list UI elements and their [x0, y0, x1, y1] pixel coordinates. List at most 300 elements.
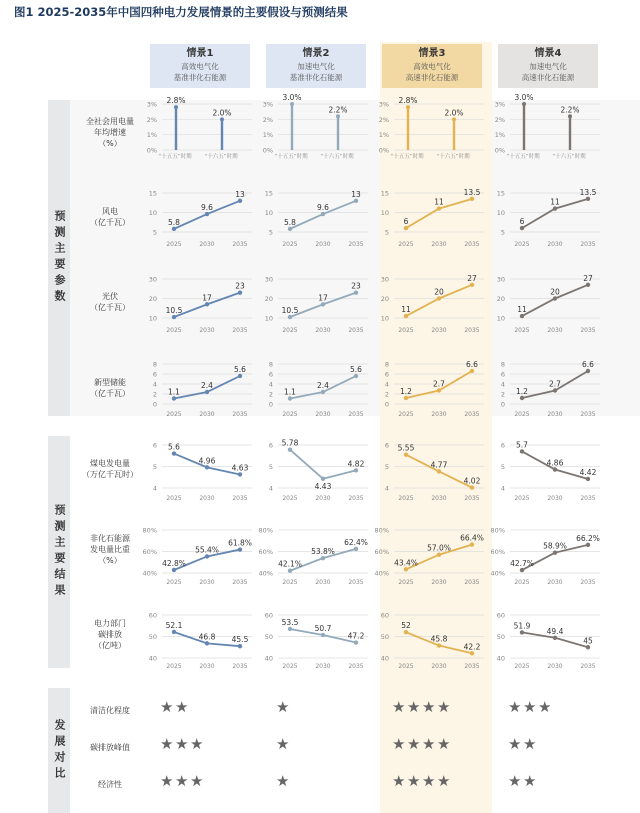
y-tick-label-r0-c3-0: 3%: [494, 100, 505, 109]
x-tick-label-r3-c2-0: 2025: [398, 411, 414, 418]
data-point-r4-c3-1: [553, 467, 557, 471]
row-label-carbon-emission: 电力部门 碳排放 （亿吨）: [94, 619, 126, 650]
y-tick-label-r1-c1-1: 10: [264, 209, 273, 217]
data-point-r2-c0-1: [205, 302, 209, 306]
y-tick-label-r6-c3-1: 50: [496, 633, 505, 641]
y-tick-label-r2-c3-2: 10: [496, 314, 505, 323]
scenario3-desc1: 高效电气化: [413, 62, 451, 71]
y-tick-label-r1-c0-2: 5: [152, 228, 157, 237]
data-value-label-r3-c3-0: 1.2: [516, 387, 528, 396]
y-tick-label-r1-c2-1: 10: [380, 209, 389, 217]
x-tick-label-r4-c0-0: 2025: [166, 495, 182, 502]
x-tick-label-r3-c0-0: 2025: [166, 411, 182, 418]
growth-value-label-r0-c1-1: 2.2%: [328, 105, 348, 115]
x-tick-label-r3-c3-0: 2025: [514, 411, 530, 418]
y-tick-label-r4-c3-2: 4: [500, 484, 505, 493]
growth-value-label-r0-c1-0: 3.0%: [282, 93, 302, 102]
y-tick-label-r6-c0-0: 60: [148, 611, 157, 620]
data-value-label-r2-c3-1: 20: [550, 287, 560, 297]
y-tick-label-r1-c0-1: 10: [148, 209, 157, 217]
data-value-label-r4-c3-0: 5.7: [516, 440, 528, 450]
rating-star-s3-r0-2: ★: [422, 698, 436, 716]
y-tick-label-r0-c1-1: 2%: [262, 115, 273, 124]
data-value-label-r4-c2-2: 4.02: [463, 476, 481, 486]
data-point-r6-c1-2: [354, 640, 358, 644]
x-tick-label-r3-c1-0: 2025: [282, 411, 298, 418]
growth-value-label-r0-c3-1: 2.2%: [560, 105, 580, 115]
rating-star-s2-r2-0: ★: [276, 772, 290, 790]
data-point-r2-c0-0: [172, 315, 176, 319]
data-value-label-r4-c1-2: 4.82: [347, 459, 365, 469]
growth-value-label-r0-c0-0: 2.8%: [166, 96, 186, 106]
x-tick-label-r3-c2-1: 2030: [431, 411, 447, 418]
y-tick-label-r5-c3-1: 60%: [490, 548, 505, 556]
x-tick-label-r6-c1-0: 2025: [282, 663, 298, 670]
y-tick-label-r5-c1-0: 80%: [258, 526, 273, 535]
x-tick-label-r3-c3-1: 2030: [547, 411, 563, 418]
data-point-r4-c3-0: [520, 449, 524, 453]
y-tick-label-r0-c3-1: 2%: [494, 115, 505, 124]
y-tick-label-r2-c2-0: 30: [380, 275, 389, 284]
data-value-label-r1-c0-2: 13: [235, 189, 245, 199]
x-tick-label-r3-c0-2: 2035: [232, 411, 248, 418]
data-point-r1-c0-2: [238, 199, 242, 203]
y-tick-label-r2-c3-0: 30: [496, 275, 505, 284]
data-value-label-r2-c1-0: 10.5: [281, 306, 299, 316]
data-point-r2-c2-0: [404, 314, 408, 318]
x-tick-label-r4-c0-2: 2035: [232, 495, 248, 502]
y-tick-label-r3-c0-2: 4: [152, 380, 157, 389]
x-tick-label-r4-c1-1: 2030: [315, 495, 331, 502]
row-label-wind: 风电 （亿千瓦）: [90, 207, 130, 227]
data-value-label-r1-c3-0: 6: [519, 217, 525, 227]
data-point-r5-c3-1: [553, 550, 557, 554]
data-point-r5-c1-0: [288, 569, 292, 573]
y-tick-label-r4-c1-0: 6: [268, 441, 273, 450]
y-tick-label-r6-c1-1: 50: [264, 633, 273, 641]
rating-star-s4-r2-1: ★: [523, 772, 537, 790]
x-tick-label-r1-c1-2: 2035: [348, 241, 364, 248]
x-tick-label-r0-c0-0: “十五五”时期: [158, 154, 192, 160]
data-value-label-r6-c3-2: 45: [583, 636, 593, 646]
y-tick-label-r0-c1-0: 3%: [262, 100, 273, 109]
x-tick-label-r6-c3-2: 2035: [580, 663, 596, 670]
y-tick-label-r4-c1-1: 5: [268, 463, 273, 471]
x-tick-label-r0-c2-0: “十五五”时期: [390, 154, 424, 160]
x-tick-label-r1-c2-2: 2035: [464, 241, 480, 248]
data-value-label-r1-c0-0: 5.8: [168, 217, 180, 227]
row-label-electricity-growth: 全社会用电量 年均增速 （%）: [86, 117, 134, 148]
rating-star-s4-r1-0: ★: [508, 735, 522, 753]
data-point-r6-c3-0: [520, 630, 524, 634]
x-tick-label-r3-c2-2: 2035: [464, 411, 480, 418]
x-tick-label-r6-c0-1: 2030: [199, 663, 215, 670]
y-tick-label-r2-c1-2: 10: [264, 314, 273, 323]
data-point-r1-c1-1: [321, 212, 325, 216]
x-tick-label-r1-c3-0: 2025: [514, 241, 530, 248]
data-value-label-r2-c3-0: 11: [517, 305, 527, 315]
data-point-r4-c3-2: [586, 477, 590, 481]
data-value-label-r2-c0-1: 17: [202, 293, 212, 303]
growth-point-r0-c1-0: [290, 102, 294, 106]
x-tick-label-r2-c1-0: 2025: [282, 327, 298, 334]
data-value-label-r4-c0-0: 5.6: [168, 442, 180, 452]
y-tick-label-r3-c0-1: 6: [152, 370, 157, 379]
x-tick-label-r1-c0-2: 2035: [232, 241, 248, 248]
y-tick-label-r0-c3-3: 0%: [494, 146, 505, 155]
x-tick-label-r6-c0-2: 2035: [232, 663, 248, 670]
data-point-r3-c3-0: [520, 396, 524, 400]
x-tick-label-r2-c1-2: 2035: [348, 327, 364, 334]
x-tick-label-r3-c3-2: 2035: [580, 411, 596, 418]
y-tick-label-r4-c0-0: 6: [152, 441, 157, 450]
data-point-r1-c0-0: [172, 227, 176, 231]
data-value-label-r5-c1-1: 53.8%: [311, 547, 335, 557]
data-value-label-r5-c1-0: 42.1%: [278, 559, 302, 569]
x-tick-label-r4-c2-2: 2035: [464, 495, 480, 502]
data-value-label-r6-c2-2: 42.2: [463, 642, 481, 652]
growth-point-r0-c2-0: [406, 105, 410, 109]
y-tick-label-r5-c2-2: 40%: [374, 569, 389, 578]
y-tick-label-r6-c3-2: 40: [496, 654, 505, 663]
x-tick-label-r1-c1-0: 2025: [282, 241, 298, 248]
data-point-r1-c1-2: [354, 199, 358, 203]
figure-title: 图1 2025-2035年中国四种电力发展情景的主要假设与预测结果: [14, 5, 348, 19]
y-tick-label-r5-c3-2: 40%: [490, 569, 505, 578]
data-value-label-r3-c1-2: 5.6: [350, 365, 362, 374]
y-tick-label-r2-c0-2: 10: [148, 314, 157, 323]
y-tick-label-r3-c2-4: 0: [384, 400, 389, 409]
data-point-r4-c2-2: [470, 485, 474, 489]
data-value-label-r4-c3-2: 4.42: [579, 467, 597, 477]
y-tick-label-r0-c2-1: 2%: [378, 115, 389, 124]
x-tick-label-r6-c2-0: 2025: [398, 663, 414, 670]
data-value-label-r6-c0-1: 46.8: [198, 632, 216, 642]
data-point-r1-c3-1: [553, 206, 557, 210]
x-tick-label-r5-c1-1: 2030: [315, 579, 331, 586]
x-tick-label-r2-c0-0: 2025: [166, 327, 182, 334]
x-tick-label-r5-c1-2: 2035: [348, 579, 364, 586]
data-value-label-r1-c1-1: 9.6: [317, 203, 329, 213]
y-tick-label-r0-c0-3: 0%: [146, 146, 157, 155]
y-tick-label-r0-c0-0: 3%: [146, 100, 157, 109]
data-value-label-r3-c3-1: 2.7: [549, 379, 561, 389]
compare-side-label: 发展对比: [48, 688, 70, 813]
y-tick-label-r5-c1-2: 40%: [258, 569, 273, 578]
x-tick-label-r3-c1-1: 2030: [315, 411, 331, 418]
growth-point-r0-c2-1: [452, 117, 456, 121]
data-value-label-r1-c3-2: 13.5: [579, 187, 597, 197]
data-point-r2-c2-2: [470, 283, 474, 287]
data-value-label-r4-c2-0: 5.55: [397, 443, 415, 453]
rating-star-s3-r1-2: ★: [422, 735, 436, 753]
y-tick-label-r0-c1-2: 1%: [262, 131, 273, 140]
y-tick-label-r6-c2-2: 40: [380, 654, 389, 663]
scenario1-name: 情景1: [186, 48, 214, 59]
row-label-nonfossil-share: 非化石能源 发电量比重 （%）: [90, 534, 130, 565]
x-tick-label-r2-c2-2: 2035: [464, 327, 480, 334]
rating-star-s2-r1-0: ★: [276, 735, 290, 753]
data-value-label-r1-c2-1: 11: [434, 197, 444, 207]
x-tick-label-r6-c2-2: 2035: [464, 663, 480, 670]
data-value-label-r6-c3-1: 49.4: [546, 626, 564, 636]
y-tick-label-r3-c3-0: 8: [500, 360, 505, 369]
rating-star-s3-r0-0: ★: [392, 698, 406, 716]
data-point-r2-c3-1: [553, 296, 557, 300]
y-tick-label-r5-c2-1: 60%: [374, 548, 389, 556]
data-point-r6-c2-1: [437, 643, 441, 647]
rating-star-s3-r0-1: ★: [407, 698, 421, 716]
y-tick-label-r5-c3-0: 80%: [490, 526, 505, 535]
data-value-label-r5-c3-1: 58.9%: [543, 541, 567, 551]
data-value-label-r1-c1-0: 5.8: [284, 217, 296, 227]
rating-star-s1-r2-1: ★: [175, 772, 189, 790]
data-point-r3-c0-1: [205, 390, 209, 394]
data-value-label-r5-c2-0: 43.4%: [394, 558, 418, 568]
scenario4-name: 情景4: [534, 48, 562, 59]
row-label-solar: 光伏 （亿千瓦）: [90, 292, 130, 312]
data-point-r1-c3-2: [586, 197, 590, 201]
y-tick-label-r2-c1-1: 20: [264, 295, 273, 303]
x-tick-label-r2-c0-1: 2030: [199, 327, 215, 334]
y-tick-label-r5-c2-0: 80%: [374, 526, 389, 535]
y-tick-label-r2-c2-1: 20: [380, 295, 389, 303]
params-side-label: 预测主要参数: [48, 100, 70, 416]
data-point-r5-c3-0: [520, 568, 524, 572]
data-value-label-r6-c0-0: 52.1: [165, 620, 183, 630]
data-value-label-r6-c2-1: 45.8: [430, 634, 448, 644]
rating-star-s1-r2-2: ★: [190, 772, 204, 790]
data-value-label-r3-c1-1: 2.4: [317, 381, 329, 390]
y-tick-label-r0-c2-0: 3%: [378, 100, 389, 109]
y-tick-label-r6-c3-0: 60: [496, 611, 505, 620]
y-tick-label-r2-c3-1: 20: [496, 295, 505, 303]
y-tick-label-r1-c0-0: 15: [148, 189, 157, 198]
x-tick-label-r0-c3-1: “十六五”时期: [552, 154, 586, 160]
x-tick-label-r2-c3-2: 2035: [580, 327, 596, 334]
y-tick-label-r1-c3-0: 15: [496, 189, 505, 198]
y-tick-label-r6-c1-2: 40: [264, 654, 273, 663]
data-point-r4-c2-0: [404, 452, 408, 456]
y-tick-label-r3-c1-1: 6: [268, 370, 273, 379]
data-value-label-r3-c0-1: 2.4: [201, 381, 213, 390]
growth-point-r0-c0-1: [220, 117, 224, 121]
data-value-label-r2-c0-0: 10.5: [165, 306, 183, 316]
data-point-r1-c2-1: [437, 206, 441, 210]
data-value-label-r6-c1-1: 50.7: [314, 623, 332, 633]
data-value-label-r6-c0-2: 45.5: [231, 635, 249, 645]
x-tick-label-r3-c1-2: 2035: [348, 411, 364, 418]
data-point-r4-c1-1: [321, 477, 325, 481]
data-point-r5-c2-0: [404, 567, 408, 571]
x-tick-label-r5-c3-2: 2035: [580, 579, 596, 586]
x-tick-label-r6-c0-0: 2025: [166, 663, 182, 670]
results-side-label: 预测主要结果: [48, 436, 70, 668]
y-tick-label-r6-c2-0: 60: [380, 611, 389, 620]
x-tick-label-r5-c3-0: 2025: [514, 579, 530, 586]
rating-star-s1-r0-0: ★: [160, 698, 174, 716]
data-point-r6-c3-2: [586, 645, 590, 649]
y-tick-label-r3-c0-4: 0: [152, 400, 157, 409]
data-value-label-r5-c2-2: 66.4%: [460, 533, 484, 543]
data-point-r2-c3-2: [586, 283, 590, 287]
data-value-label-r1-c2-2: 13.5: [463, 187, 481, 197]
data-point-r3-c2-2: [470, 369, 474, 373]
y-tick-label-r6-c0-1: 50: [148, 633, 157, 641]
data-point-r4-c0-0: [172, 451, 176, 455]
rating-star-s3-r1-1: ★: [407, 735, 421, 753]
growth-value-label-r0-c2-1: 2.0%: [444, 108, 464, 118]
y-tick-label-r5-c1-1: 60%: [258, 548, 273, 556]
y-tick-label-r0-c0-2: 1%: [146, 131, 157, 140]
rating-star-s1-r2-0: ★: [160, 772, 174, 790]
data-point-r5-c0-1: [205, 554, 209, 558]
x-tick-label-r5-c2-0: 2025: [398, 579, 414, 586]
y-tick-label-r3-c1-4: 0: [268, 400, 273, 409]
y-tick-label-r5-c0-2: 40%: [142, 569, 157, 578]
scenario3-desc2: 高速非化石能源: [405, 73, 459, 82]
data-point-r5-c0-0: [172, 568, 176, 572]
x-tick-label-r0-c0-1: “十六五”时期: [204, 154, 238, 160]
data-value-label-r3-c2-2: 6.6: [466, 360, 478, 369]
data-value-label-r2-c2-2: 27: [467, 273, 477, 283]
data-point-r5-c0-2: [238, 547, 242, 551]
data-point-r4-c0-1: [205, 465, 209, 469]
x-tick-label-r4-c0-1: 2030: [199, 495, 215, 502]
data-point-r2-c1-0: [288, 315, 292, 319]
data-value-label-r4-c3-1: 4.86: [546, 458, 564, 468]
data-value-label-r4-c0-1: 4.96: [198, 456, 216, 466]
rating-star-s1-r0-1: ★: [175, 698, 189, 716]
rating-star-s1-r1-2: ★: [190, 735, 204, 753]
data-point-r2-c0-2: [238, 290, 242, 294]
growth-value-label-r0-c0-1: 2.0%: [212, 108, 232, 118]
data-point-r2-c1-1: [321, 302, 325, 306]
data-value-label-r3-c0-0: 1.1: [168, 387, 180, 397]
rating-star-s3-r2-1: ★: [407, 772, 421, 790]
x-tick-label-r4-c3-2: 2035: [580, 495, 596, 502]
y-tick-label-r2-c0-1: 20: [148, 295, 157, 303]
x-tick-label-r5-c2-2: 2035: [464, 579, 480, 586]
y-tick-label-r3-c0-3: 2: [152, 390, 157, 399]
data-point-r2-c3-0: [520, 314, 524, 318]
y-tick-label-r6-c1-0: 60: [264, 611, 273, 620]
data-point-r3-c2-0: [404, 396, 408, 400]
growth-point-r0-c3-1: [568, 114, 572, 118]
y-tick-label-r2-c1-0: 30: [264, 275, 273, 284]
y-tick-label-r4-c3-1: 5: [500, 463, 505, 471]
row-label-storage: 新型储能 （亿千瓦）: [90, 378, 130, 398]
data-point-r1-c3-0: [520, 226, 524, 230]
data-value-label-r3-c2-0: 1.2: [400, 387, 412, 396]
series-line-r4-c1: [290, 450, 356, 479]
data-point-r3-c3-2: [586, 369, 590, 373]
data-value-label-r5-c0-1: 55.4%: [195, 545, 219, 555]
y-tick-label-r6-c0-2: 40: [148, 654, 157, 663]
data-point-r3-c1-2: [354, 374, 358, 378]
x-tick-label-r1-c2-0: 2025: [398, 241, 414, 248]
data-point-r6-c2-2: [470, 651, 474, 655]
data-point-r5-c1-1: [321, 556, 325, 560]
x-tick-label-r2-c3-1: 2030: [547, 327, 563, 334]
x-tick-label-r5-c0-1: 2030: [199, 579, 215, 586]
data-point-r5-c1-2: [354, 547, 358, 551]
data-point-r6-c1-0: [288, 627, 292, 631]
data-value-label-r5-c3-2: 66.2%: [576, 533, 600, 543]
data-value-label-r4-c0-2: 4.63: [231, 463, 249, 473]
rating-star-s3-r1-3: ★: [437, 735, 451, 753]
data-value-label-r5-c0-2: 61.8%: [228, 538, 252, 548]
x-tick-label-r6-c1-1: 2030: [315, 663, 331, 670]
data-point-r5-c3-2: [586, 543, 590, 547]
x-tick-label-r5-c2-1: 2030: [431, 579, 447, 586]
data-point-r3-c0-2: [238, 374, 242, 378]
y-tick-label-r0-c0-1: 2%: [146, 115, 157, 124]
y-tick-label-r4-c1-2: 4: [268, 484, 273, 493]
data-point-r5-c2-2: [470, 542, 474, 546]
data-value-label-r5-c0-0: 42.8%: [162, 558, 186, 568]
data-value-label-r4-c1-1: 4.43: [314, 481, 332, 491]
data-point-r3-c1-0: [288, 396, 292, 400]
data-value-label-r6-c1-0: 53.5: [281, 617, 299, 627]
data-value-label-r1-c1-2: 13: [351, 189, 361, 199]
y-tick-label-r0-c2-3: 0%: [378, 146, 389, 155]
x-tick-label-r6-c2-1: 2030: [431, 663, 447, 670]
x-tick-label-r0-c1-1: “十六五”时期: [320, 154, 354, 160]
data-point-r3-c1-1: [321, 390, 325, 394]
x-tick-label-r1-c3-1: 2030: [547, 241, 563, 248]
data-value-label-r4-c1-0: 5.78: [281, 438, 299, 448]
data-point-r4-c1-2: [354, 468, 358, 472]
data-value-label-r3-c2-1: 2.7: [433, 379, 445, 389]
scenario1-desc1: 高效电气化: [181, 62, 219, 71]
data-point-r6-c0-1: [205, 641, 209, 645]
y-tick-label-r0-c2-2: 1%: [378, 131, 389, 140]
compare-label-cleanliness: 清洁化程度: [90, 706, 130, 715]
y-tick-label-r3-c2-1: 6: [384, 370, 389, 379]
data-point-r6-c2-0: [404, 630, 408, 634]
scenario2-desc1: 加速电气化: [297, 62, 335, 71]
data-value-label-r1-c0-1: 9.6: [201, 203, 213, 213]
y-tick-label-r3-c1-0: 8: [268, 360, 273, 369]
scenario3-name: 情景3: [418, 48, 446, 59]
y-tick-label-r5-c0-0: 80%: [142, 526, 157, 535]
compare-label-carbon-peak: 碳排放峰值: [90, 743, 130, 752]
x-tick-label-r1-c2-1: 2030: [431, 241, 447, 248]
y-tick-label-r3-c3-3: 2: [500, 390, 505, 399]
scenario4-desc1: 加速电气化: [529, 62, 567, 71]
scenario4-desc2: 高速非化石能源: [521, 73, 575, 82]
y-tick-label-r1-c1-2: 5: [268, 228, 273, 237]
rating-star-s3-r1-0: ★: [392, 735, 406, 753]
y-tick-label-r4-c2-2: 4: [384, 484, 389, 493]
rating-star-s4-r1-1: ★: [523, 735, 537, 753]
data-value-label-r1-c2-0: 6: [403, 217, 409, 227]
compare-label-economy: 经济性: [98, 780, 122, 789]
x-tick-label-r4-c1-0: 2025: [282, 495, 298, 502]
x-tick-label-r6-c3-0: 2025: [514, 663, 530, 670]
data-value-label-r6-c1-2: 47.2: [347, 631, 365, 641]
data-point-r4-c1-0: [288, 448, 292, 452]
data-point-r2-c1-2: [354, 290, 358, 294]
scenario1-desc2: 基准非化石能源: [173, 73, 227, 82]
rating-star-s4-r0-0: ★: [508, 698, 522, 716]
growth-value-label-r0-c3-0: 3.0%: [514, 93, 534, 102]
rating-star-s2-r0-0: ★: [276, 698, 290, 716]
y-tick-label-r3-c2-2: 4: [384, 380, 389, 389]
growth-point-r0-c1-1: [336, 114, 340, 118]
x-tick-label-r4-c3-1: 2030: [547, 495, 563, 502]
